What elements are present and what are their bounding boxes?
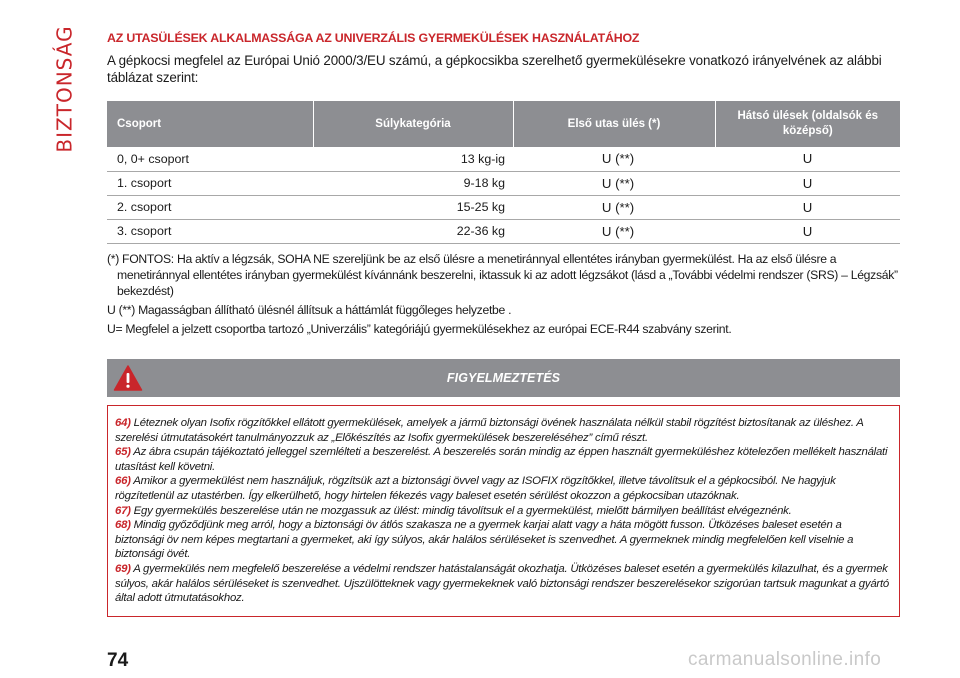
watermark-text: carmanualsonline.info	[688, 649, 882, 670]
cell-front: U (**)	[513, 195, 715, 219]
warning-item	[115, 562, 893, 606]
side-tab-label: BIZTONSÁG	[53, 25, 78, 153]
page-number: 74	[107, 650, 129, 671]
warning-item-number: 67)	[115, 504, 131, 517]
footnote-universal: U= Megfelel a jelzett csoportba tartozó „Univerzális” kategóriájú gyermekülésekhez az európai ECE-R44 szabvány szerint.	[107, 321, 732, 336]
cell-rear: U	[715, 195, 900, 219]
cell-weight: 15-25 kg	[313, 195, 513, 219]
intro-paragraph: A gépkocsi megfelel az Európai Unió 2000/3/EU számú, a gépkocsikba szerelhető gyermekülésekre vonatkozó irányelvének az alábbi táblázat szerint:	[107, 53, 882, 85]
footnote-height-adjust: U (**) Magasságban állítható ülésnél állítsuk a háttámlát függőleges helyzetbe .	[107, 302, 512, 317]
table-footnotes	[107, 251, 900, 337]
cell-weight: 22-36 kg	[313, 219, 513, 243]
warning-item-number: 69)	[115, 562, 131, 575]
warning-item	[115, 474, 893, 503]
cell-front: U (**)	[513, 219, 715, 243]
section-title: AZ UTASÜLÉSEK ALKALMASSÁGA AZ UNIVERZÁLIS GYERMEKÜLÉSEK HASZNÁLATÁHOZ	[107, 31, 640, 45]
cell-rear: U	[715, 147, 900, 171]
cell-group: 2. csoport	[107, 195, 313, 219]
warning-item	[115, 416, 893, 445]
table-row	[107, 219, 900, 243]
cell-group: 3. csoport	[107, 219, 313, 243]
section-side-tab	[50, 24, 80, 154]
warning-item-number: 65)	[115, 446, 131, 459]
warning-item	[115, 504, 893, 519]
warning-item-number: 66)	[115, 475, 131, 488]
table-row	[107, 171, 900, 195]
header-rear-seats: Hátsó ülések (oldalsók és középső)	[715, 101, 900, 147]
warning-item-text: Az ábra csupán tájékoztató jelleggel szemlélteti a beszerelést. A beszerelés során mindig az éppen használt gyermeküléshez kötelezően mellékelt használati utasítást kell követni.	[115, 446, 888, 473]
cell-rear: U	[715, 219, 900, 243]
warning-body	[107, 405, 900, 617]
warning-item-text: Léteznek olyan Isofix rögzítőkkel ellátott gyermekülések, amelyek a jármű biztonsági övének használata nélkül stabil rögzítést biztosítanak az üléshez. A szerelési útmutatásokért tanulmányozzuk az „Előkészítés az Isofix gyermekülések beszereléséhez” című részt.	[115, 417, 864, 444]
main-content	[107, 30, 900, 337]
warning-item	[115, 518, 893, 562]
warning-header	[107, 359, 900, 397]
warning-item-text: A gyermekülés nem megfelelő beszerelése a védelmi rendszer hatástalanságát okozhatja. Ütközéses baleset esetén a gyermekülés kilazulhat, és a gyermek súlyos, akár halálos sérüléseket is szenvedhet. Ujszülötteknek vagy gyermekeknek való biztonsági rendszer beszerelésekor szigorúan tartsuk magunkat a gyártó által adott útmutatásokhoz.	[115, 562, 889, 605]
warning-item-text: Amikor a gyermekülést nem használjuk, rögzítsük azt a biztonsági övvel vagy az ISOFIX rögzítőkkel, illetve távolítsuk el a gépkocsiból. Ne hagyjuk rögzítetlenül az utastérben. Így elkerülhető, hogy hirtelen fékezés vagy baleset esetén sérülést okozzon a gépkocsiban utazóknak.	[115, 475, 836, 502]
cell-weight: 13 kg-ig	[313, 147, 513, 171]
header-weight: Súlykategória	[313, 101, 513, 147]
warning-triangle-icon	[113, 364, 143, 392]
warning-item	[115, 445, 893, 474]
child-seat-table	[107, 101, 900, 244]
header-group: Csoport	[107, 101, 313, 147]
cell-front: U (**)	[513, 147, 715, 171]
cell-weight: 9-18 kg	[313, 171, 513, 195]
table-row	[107, 147, 900, 171]
table-header-row	[107, 101, 900, 147]
cell-rear: U	[715, 171, 900, 195]
header-front-seat: Első utas ülés (*)	[513, 101, 715, 147]
cell-front: U (**)	[513, 171, 715, 195]
footnote-important: (*) FONTOS: Ha aktív a légzsák, SOHA NE szereljünk be az első ülésre a menetiránnyal ellentétes irányban gyermekülést. Ha az első ülésre a menetiránnyal ellentétes irányban gyermekülést kívánnánk beszerelni, iktassuk ki az adott légzsákot (lásd a „További védelmi rendszer (SRS) – Légzsák” bekezdést)	[107, 251, 898, 298]
warning-item-text: Mindig győződjünk meg arról, hogy a biztonsági öv átlós szakasza ne a gyermek karjai alatt vagy a háta mögött fusson. Ütközéses baleset esetén a biztonsági öv nem képes megtartani a gyermeket, aki így súlyos, akár halálos sérüléseket is szenvedhet. A gyermeknek mindig megfelelően kell viselnie a biztonsági övét.	[115, 519, 854, 561]
cell-group: 1. csoport	[107, 171, 313, 195]
table-row	[107, 195, 900, 219]
cell-group: 0, 0+ csoport	[107, 147, 313, 171]
warning-title: FIGYELMEZTETÉS	[446, 371, 561, 385]
warning-item-number: 68)	[115, 519, 131, 532]
warning-item-text: Egy gyermekülés beszerelése után ne mozgassuk az ülést: mindig távolítsuk el a gyermekülést, mielőtt bármilyen beállítást elvégeznénk.	[133, 504, 792, 517]
warning-item-number: 64)	[115, 417, 131, 429]
